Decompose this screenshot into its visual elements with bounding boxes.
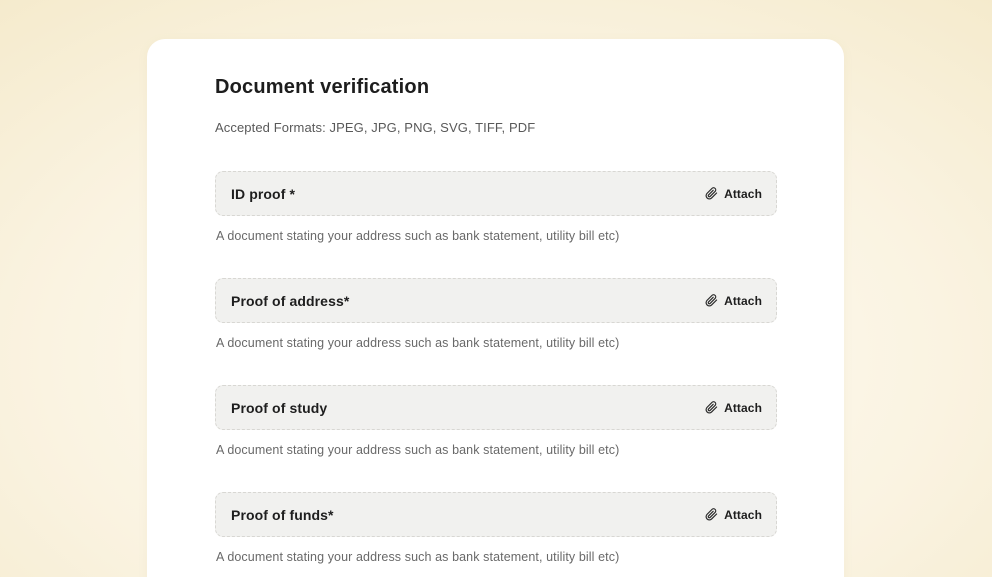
upload-row-proof-of-address[interactable] — [215, 278, 777, 323]
helper-text-proof-of-study: A document stating your address such as bank statement, utility bill etc) — [216, 443, 620, 457]
attach-button-id-proof[interactable] — [705, 187, 762, 201]
paperclip-icon — [705, 508, 718, 521]
field-label-proof-of-funds: Proof of funds* — [231, 506, 334, 523]
helper-text-id-proof: A document stating your address such as bank statement, utility bill etc) — [216, 229, 620, 243]
page-title: Document verification — [215, 76, 430, 98]
document-verification-card — [147, 39, 844, 577]
upload-row-proof-of-study[interactable] — [215, 385, 777, 430]
upload-row-proof-of-funds[interactable] — [215, 492, 777, 537]
helper-text-proof-of-address: A document stating your address such as bank statement, utility bill etc) — [216, 336, 620, 350]
attach-button-proof-of-funds[interactable] — [705, 508, 762, 522]
paperclip-icon — [705, 294, 718, 307]
accepted-formats-text: Accepted Formats: JPEG, JPG, PNG, SVG, TIFF, PDF — [215, 120, 536, 135]
field-label-id-proof: ID proof * — [231, 185, 295, 202]
upload-row-id-proof[interactable] — [215, 171, 777, 216]
attach-button-proof-of-address[interactable] — [705, 294, 762, 308]
upload-fields-list — [215, 171, 777, 565]
field-label-proof-of-address: Proof of address* — [231, 292, 350, 309]
paperclip-icon — [705, 187, 718, 200]
attach-button-label: Attach — [724, 400, 762, 415]
paperclip-icon — [705, 401, 718, 414]
attach-button-label: Attach — [724, 186, 762, 201]
field-label-proof-of-study: Proof of study — [231, 399, 328, 416]
helper-text-proof-of-funds: A document stating your address such as bank statement, utility bill etc) — [216, 550, 620, 564]
attach-button-label: Attach — [724, 293, 762, 308]
attach-button-proof-of-study[interactable] — [705, 401, 762, 415]
attach-button-label: Attach — [724, 507, 762, 522]
